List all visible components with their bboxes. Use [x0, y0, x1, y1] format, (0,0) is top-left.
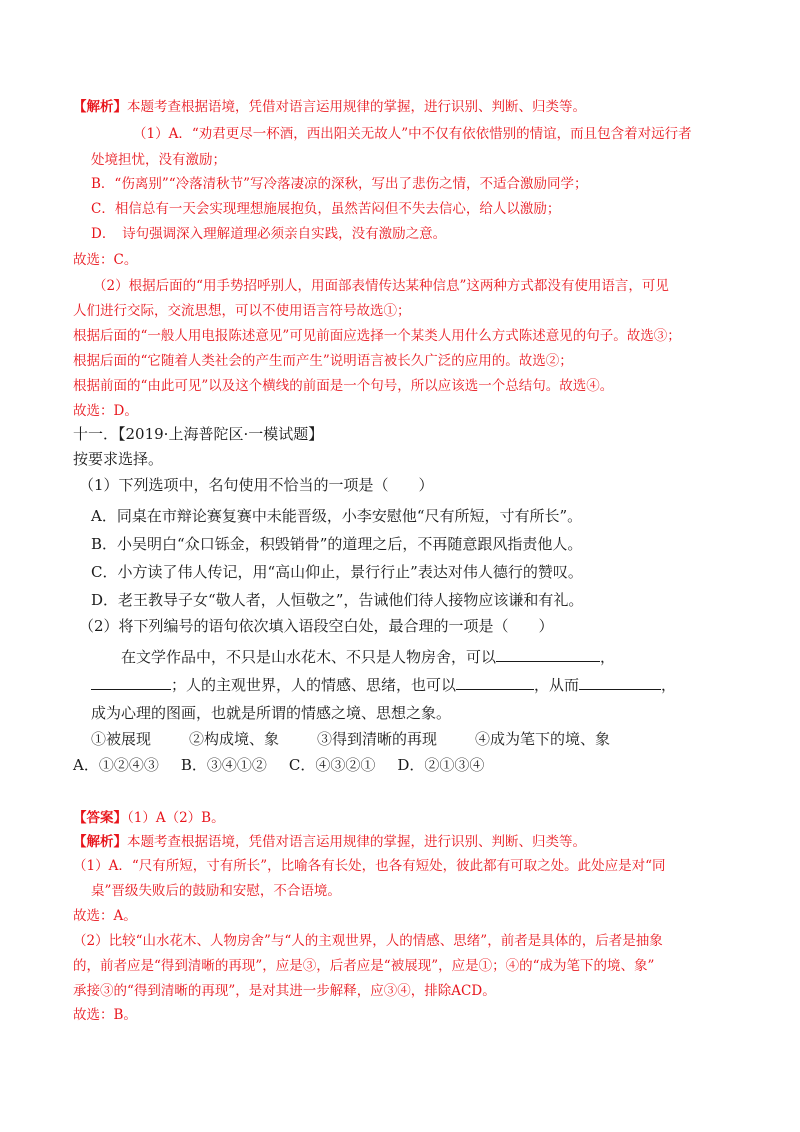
choice-option-d: D．老王教导子女“敬人者，人恒敬之”，告诫他们待人接物应该谦和有礼。 — [91, 591, 584, 609]
option-d-explanation: D． 诗句强调深入理解道理必须亲自实践，没有激励之意。 — [91, 226, 447, 242]
answer-choice-line: 故选：A。 — [73, 908, 137, 924]
answer-text: （1）A（2）B。 — [127, 810, 225, 826]
sentence-option-1: ①被展现 — [91, 730, 152, 748]
sub-question-stem: （2）将下列编号的语句依次填入语段空白处，最合理的一项是（ ） — [79, 617, 554, 635]
answer-choice-a: A．①②④③ — [73, 756, 159, 774]
option-c-explanation: C．相信总有一天会实现理想施展抱负，虽然苦闷但不失去信心，给人以激励； — [91, 201, 561, 217]
q2-explanation-line: 根据前面的“由此可见”以及这个横线的前面是一个句号，所以应该选一个总结句。故选④。 — [73, 378, 614, 394]
q2-explanation-line: 人们进行交际，交流思想，可以不使用语言符号故选①； — [73, 303, 411, 319]
explanation-line: 承接③的“得到清晰的再现”，是对其进一步解释，应③④，排除ACD。 — [73, 983, 496, 999]
question-instruction: 按要求选择。 — [73, 450, 164, 468]
fill-blank — [496, 646, 600, 662]
answer-tag: 【答案】 — [73, 810, 127, 826]
sentence-option-4: ④成为笔下的境、象 — [475, 730, 611, 748]
answer-paragraph — [73, 806, 225, 826]
passage-text: ，从而 — [534, 676, 580, 694]
passage-punct: ， — [600, 648, 616, 666]
passage-line: 成为心理的图画，也就是所谓的情感之境、思想之象。 — [91, 704, 452, 722]
passage-text: ；人的主观世界，人的情感、思绪，也可以 — [171, 676, 457, 694]
choice-option-b: B．小吴明白“众口铄金，积毁销骨”的道理之后，不再随意跟风指责他人。 — [91, 535, 583, 553]
sentence-option-3: ③得到清晰的再现 — [317, 730, 438, 748]
fill-blank — [456, 674, 534, 690]
analysis-text: 本题考查根据语境，凭借对语言运用规律的掌握，进行识别、判断、归类等。 — [127, 834, 586, 850]
answer-choice-b: B．③④①② — [180, 756, 267, 774]
explanation-line: 的，前者应是“得到清晰的再现”，应是③，后者应是“被展现”，应是①；④的“成为笔下的境、象” — [73, 958, 655, 974]
q2-explanation-line: （2）根据后面的“用手势招呼别人，用面部表情传达某种信息”这两种方式都没有使用语言，可见 — [93, 278, 669, 294]
answer-choices — [73, 754, 484, 775]
passage-line — [91, 674, 676, 695]
answer-choice-c: C．④③②① — [288, 756, 376, 774]
passage-text: 在文学作品中，不只是山水花木、不只是人物房舍，可以 — [121, 648, 497, 666]
q2-explanation-line: 根据后面的“它随着人类社会的产生而产生”说明语言被长久广泛的应用的。故选②； — [73, 353, 573, 369]
analysis-text: 本题考查根据语境，凭借对语言运用规律的掌握，进行识别、判断、归类等。 — [127, 99, 586, 115]
choice-option-a: A．同桌在市辩论赛复赛中未能晋级，小李安慰他“尺有所短，寸有所长”。 — [91, 507, 583, 525]
analysis-tag: 【解析】 — [73, 834, 127, 850]
answer-choice-line: 故选：B。 — [73, 1007, 137, 1023]
explanation-line: （1）A．“尺有所短，寸有所长”，比喻各有长处，也各有短处，彼此都有可取之处。此处应是对“同 — [73, 858, 666, 874]
answer-choice-d: D．②①③④ — [397, 756, 485, 774]
question-heading: 十一．【2019·上海普陀区·一模试题】 — [73, 425, 324, 443]
option-b-explanation: B．“伤离别”“冷落清秋节”写冷落凄凉的深秋，写出了悲伤之情，不适合激励同学； — [91, 176, 588, 192]
q1-explanation-line: 处境担忧，没有激励； — [91, 152, 226, 168]
q2-explanation-line: 根据后面的“一般人用电报陈述意见”可见前面应选择一个某类人用什么方式陈述意见的句子。故选③； — [73, 328, 681, 344]
sentence-options — [91, 728, 610, 749]
explanation-line: 桌”晋级失败后的鼓励和安慰，不合语境。 — [91, 883, 341, 899]
sub-question-stem: （1）下列选项中，名句使用不恰当的一项是（ ） — [79, 476, 434, 494]
passage-punct: ， — [661, 676, 677, 694]
fill-blank — [579, 674, 661, 690]
analysis-paragraph — [73, 830, 586, 850]
sentence-option-2: ②构成境、象 — [189, 730, 280, 748]
analysis-tag: 【解析】 — [73, 99, 127, 115]
analysis-paragraph — [73, 95, 586, 115]
choice-option-c: C．小方读了伟人传记，用“高山仰止，景行行止”表达对伟人德行的赞叹。 — [91, 563, 583, 581]
fill-blank — [91, 674, 171, 690]
explanation-line: （2）比较“山水花木、人物房舍”与“人的主观世界，人的情感、思绪”，前者是具体的，后者是抽象 — [73, 933, 663, 949]
passage-line — [121, 646, 615, 667]
answer-choice-line: 故选：C。 — [73, 252, 138, 268]
q1-explanation-line: （1）A．“劝君更尽一杯酒，西出阳关无故人”中不仅有依依惜别的情谊，而且包含着对远行者 — [133, 126, 692, 142]
answer-choice-line: 故选：D。 — [73, 403, 138, 419]
